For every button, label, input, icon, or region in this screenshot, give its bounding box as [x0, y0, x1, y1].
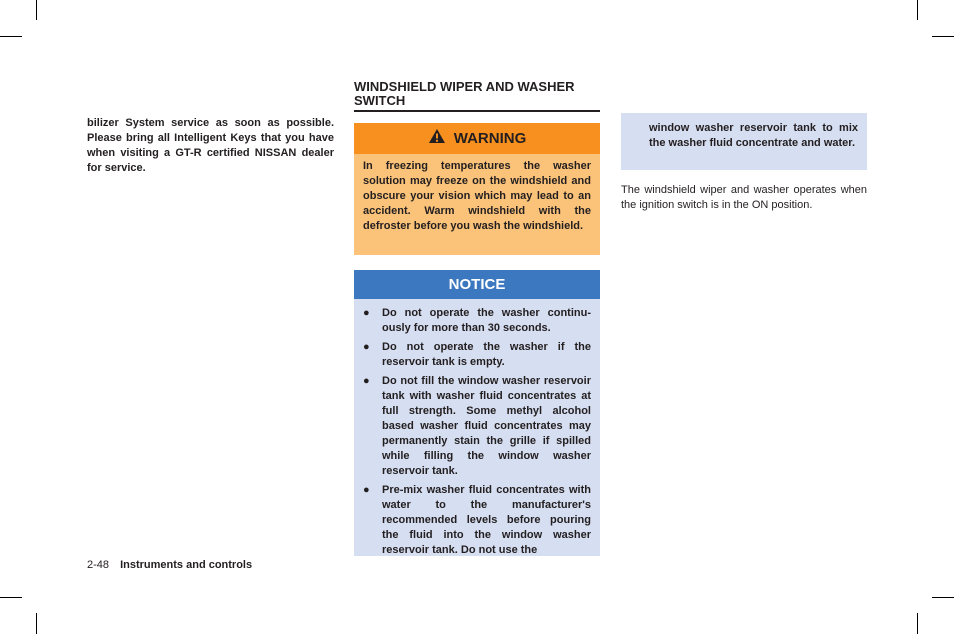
bullet-icon: ● — [363, 307, 370, 319]
bullet-icon: ● — [363, 375, 370, 387]
notice-continuation-text: window washer reservoir tank to mix the washer fluid concentrate and water. — [649, 122, 858, 149]
notice-item-text: Do not operate the washer if the reservoir tank is empty. — [382, 341, 591, 368]
crop-mark — [917, 0, 918, 20]
notice-continuation-box — [621, 113, 867, 170]
notice-item-text: Do not operate the washer continu-ously for more than 30 seconds. — [382, 307, 591, 334]
warning-triangle-icon — [428, 128, 446, 149]
crop-mark — [932, 36, 954, 37]
warning-box — [354, 123, 600, 255]
crop-mark — [917, 613, 918, 634]
notice-item-text: Do not fill the window washer reservoir tank with washer fluid concentrates at full strength. Some methyl alcohol based washer fluid concentrates may permanently stain the grille if spilled while filling the window washer reservoir tank. — [382, 375, 591, 477]
right-column — [621, 183, 867, 213]
notice-box — [354, 270, 600, 556]
notice-list — [354, 299, 600, 556]
list-item — [363, 306, 591, 336]
crop-mark — [0, 597, 22, 598]
page-footer — [87, 558, 252, 572]
section-heading: WINDSHIELD WIPER AND WASHER SWITCH — [354, 80, 600, 112]
bullet-icon: ● — [363, 341, 370, 353]
crop-mark — [0, 36, 22, 37]
crop-mark — [36, 613, 37, 634]
warning-text: In freezing temperatures the washer solution may freeze on the windshield and obscure your vision which may lead to an accident. Warm windshield with the defroster before you wash the windshield. — [363, 160, 591, 232]
bullet-icon: ● — [363, 484, 370, 496]
page-number: 2-48 — [87, 559, 110, 571]
left-column-text: bilizer System service as soon as possible. Please bring all Intelligent Keys that you have when visiting a GT-R certified NISSAN dealer for service. — [87, 117, 334, 174]
chapter-title: Instruments and controls — [120, 559, 253, 571]
crop-mark — [36, 0, 37, 20]
warning-header — [354, 123, 600, 154]
right-column-text: The windshield wiper and washer operates when the ignition switch is in the ON position. — [621, 184, 867, 211]
notice-item-text: Pre-mix washer fluid concentrates with water to the manufacturer's recommended levels before pouring the fluid into the window washer reservoir tank. Do not use the — [382, 484, 591, 556]
warning-title: WARNING — [453, 130, 527, 147]
crop-mark — [932, 597, 954, 598]
left-column — [87, 116, 334, 176]
notice-header: NOTICE — [354, 270, 600, 299]
list-item — [363, 483, 591, 556]
list-item — [363, 340, 591, 370]
list-item — [363, 374, 591, 479]
